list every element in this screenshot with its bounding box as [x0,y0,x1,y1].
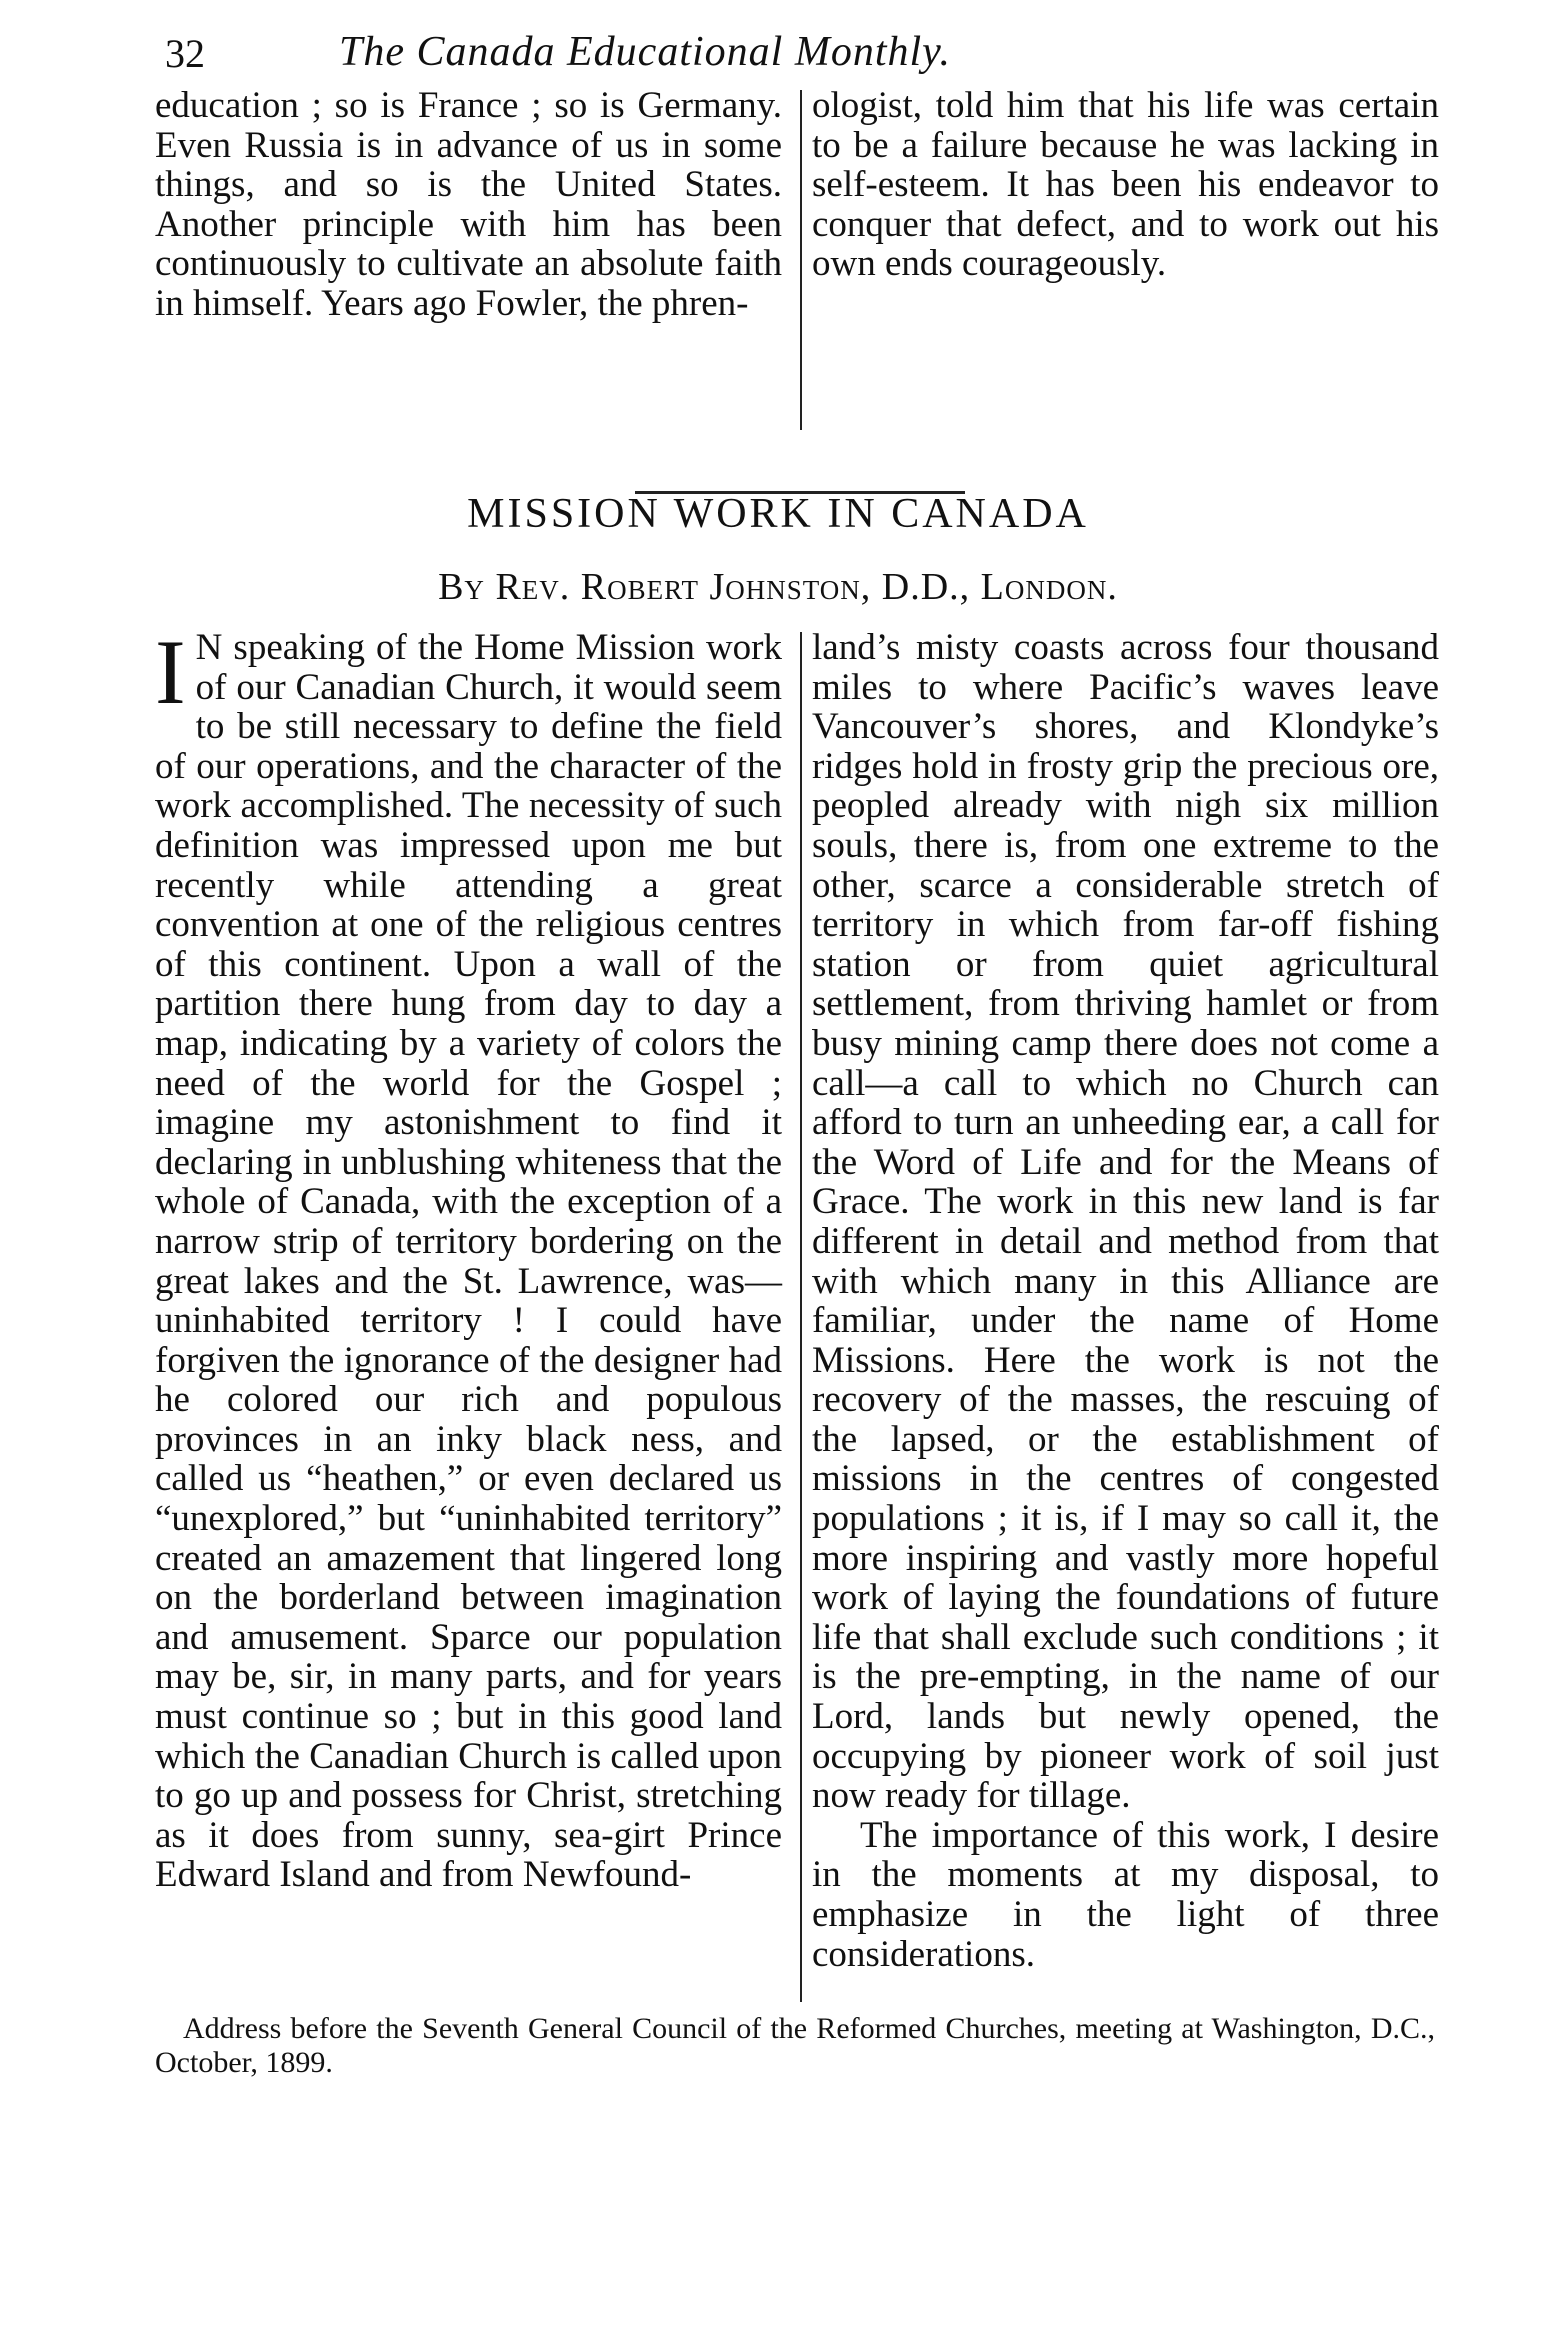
page-number: 32 [165,31,205,76]
footnote: Address before the Seventh General Council of the Reformed Churches, meeting at Washington, D.C., October, 1899. [155,2012,1435,2079]
top-right-text: ologist, told him that his life was certain to be a failure because he was lacking in self-esteem. It has been his endeavor to conquer that defect, and to work out his own ends courageously. [812,85,1439,285]
article-left-text [155,621,782,1896]
top-right-column [812,86,1439,284]
article-right-paragraph-1: land’s misty coasts across four thousand miles to where Pacific’s waves leave Vancouver’s shores, and Klondyke’s ridges hold in frosty grip the precious ore, peopled already with nigh six million souls, there is, from one extreme to the other, scarce a considerable stretch of territory in which from far-off fishing station or from quiet agricultural settlement, from thriving hamlet or from busy mining camp there does not come a call—a call to which no Church can afford to turn an unheeding ear, a call for the Word of Life and for the Means of Grace. The work in this new land is far different in detail and method from that with which many in this Alliance are familiar, under the name of Home Missions. Here the work is not the recovery of the masses, the rescuing of the lapsed, or the establishment of missions in the centres of congested populations ; it is, if I may so call it, the more inspiring and vastly more hopeful work of laying the foundations of future life that shall exclude such conditions ; it is the pre-empting, in the name of our Lord, lands but newly opened, the occupying by pioneer work of soil just now ready for tillage. [812,627,1439,1817]
byline [0,565,1556,609]
drop-cap: I [155,621,186,723]
byline-name: Rev. Robert Johnston, D.D., London. [495,566,1118,608]
byline-by: By [438,566,485,608]
top-left-column [155,86,782,324]
article-right-column [812,628,1439,1974]
article-column-divider [800,632,802,2002]
article-left-column [155,621,782,1896]
article-right-paragraph-2: The importance of this work, I desire in the moments at my disposal, to emphasize in the light of three considerations. [812,1814,1439,1975]
top-column-divider [800,90,802,430]
page-header [155,22,1135,82]
article-title: MISSION WORK IN CANADA [467,491,1089,537]
top-left-text: education ; so is France ; so is Germany. Even Russia is in advance of us in some things, and so is the United States. Another principle with him has been continuously to cultivate an absolute faith in himself. Years ago Fowler, the phren- [155,85,782,324]
running-title: The Canada Educational Monthly. [339,29,951,75]
article-left-body: N speaking of the Home Mission work of our Canadian Church, it would seem to be still necessary to define the field of our operations, and the character of the work accomplished. The necessity of such definition was impressed upon me but recently while attending a great convention at one of the religious centres of this continent. Upon a wall of the partition there hung from day to day a map, indicating by a variety of colors the need of the world for the Gospel ; imagine my astonishment to find it declaring in unblushing whiteness that the whole of Canada, with the exception of a narrow strip of territory bordering on the great lakes and the St. Lawrence, was—uninhabited territory ! I could have forgiven the ignorance of the designer had he colored our rich and populous provinces in an inky black ness, and called us “heathen,” or even declared us “unexplored,” but “uninhabited territory” created an amazement that lingered long on the borderland between imagination and amusement. Sparce our population may be, sir, in many parts, and for years must continue so ; but in this good land which the Canadian Church is called upon to go up and possess for Christ, stretching as it does from sunny, sea-girt Prince Edward Island and from Newfound- [155,627,782,1896]
